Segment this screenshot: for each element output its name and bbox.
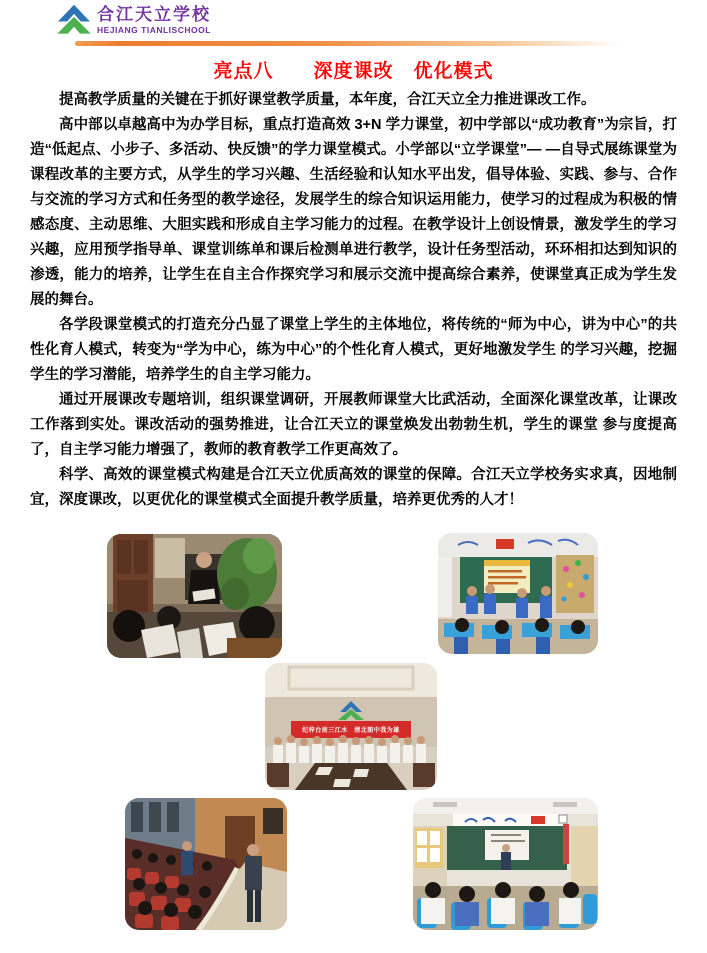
conference-group-photo — [265, 663, 437, 790]
paragraph-4: 通过开展课改专题培训，组织课堂调研，开展教师课堂大比武活动，全面深化课堂改革，让课改工作落到实处。课改活动的强势推进，让合江天立的课堂焕发出勃勃生机，学生的课堂 参与度提高了，自主学习能力增强了，教师的教育教学工作更高效了。 — [30, 392, 677, 458]
page-header — [0, 0, 707, 50]
page-title: 亮点八 深度课改 优化模式 — [213, 61, 494, 82]
auditorium-photo — [125, 798, 287, 930]
school-name-en: HEJIANG TIANLISCHOOL — [97, 25, 211, 35]
body-text — [30, 88, 677, 513]
teachers-meeting-photo — [107, 534, 282, 658]
paragraph-3: 各学段课堂模式的打造充分凸显了课堂上学生的主体地位，将传统的“师为中心，讲为中心”的共性化育人模式，转变为“学为中心，练为中心”的个性化育人模式，更好地激发学生 的学习兴趣，挖掘学生的学习潜能，培养学生的自主学习能力。 — [30, 317, 677, 383]
paragraph-1: 提高教学质量的关键在于抓好课堂教学质量，本年度，合江天立全力推进课改工作。 — [59, 92, 596, 108]
school-name-block — [97, 5, 211, 36]
school-logo-icon — [55, 4, 93, 42]
middle-classroom-photo — [413, 798, 598, 930]
header-accent-bar — [75, 41, 620, 46]
svg-text:纪梓台前三江水 清北图中我为雄: 纪梓台前三江水 清北图中我为雄 — [302, 728, 400, 734]
school-name-cn: 合江天立学校 — [97, 5, 211, 24]
paragraph-2: 高中部以卓越高中为办学目标，重点打造高效 3+N 学力课堂，初中学部以“成功教育”为宗旨，打造“低起点、小步子、多活动、快反馈”的学力课堂模式。小学部以“立学课堂”— —自导式展练课堂为课程改革的主要方式，从学生的学习兴趣、生活经验和认知水平出发，倡导体验、实践、参与、合作与交流的学习方式和任务型的教学途径，发展学生的综合知识运用能力，使学习的过程成为积极的情感态度、主动思维、大胆实践和形成自主学习能力的过程。在教学设计上创设情景，激发学生的学习兴趣，应用预学指导单、课堂训练单和课后检测单进行教学，设计任务型活动，环环相扣达到知识的渗透，能力的培养，让学生在自主合作探究学习和展示交流中提高综合素养，使课堂真正成为学生发展的舞台。 — [30, 117, 677, 308]
paragraph-5: 科学、高效的课堂模式构建是合江天立优质高效的课堂的保障。合江天立学校务实求真，因地制宜，深度课改，以更优化的课堂模式全面提升教学质量，培养更优秀的人才！ — [30, 467, 677, 508]
primary-classroom-photo — [438, 533, 598, 654]
